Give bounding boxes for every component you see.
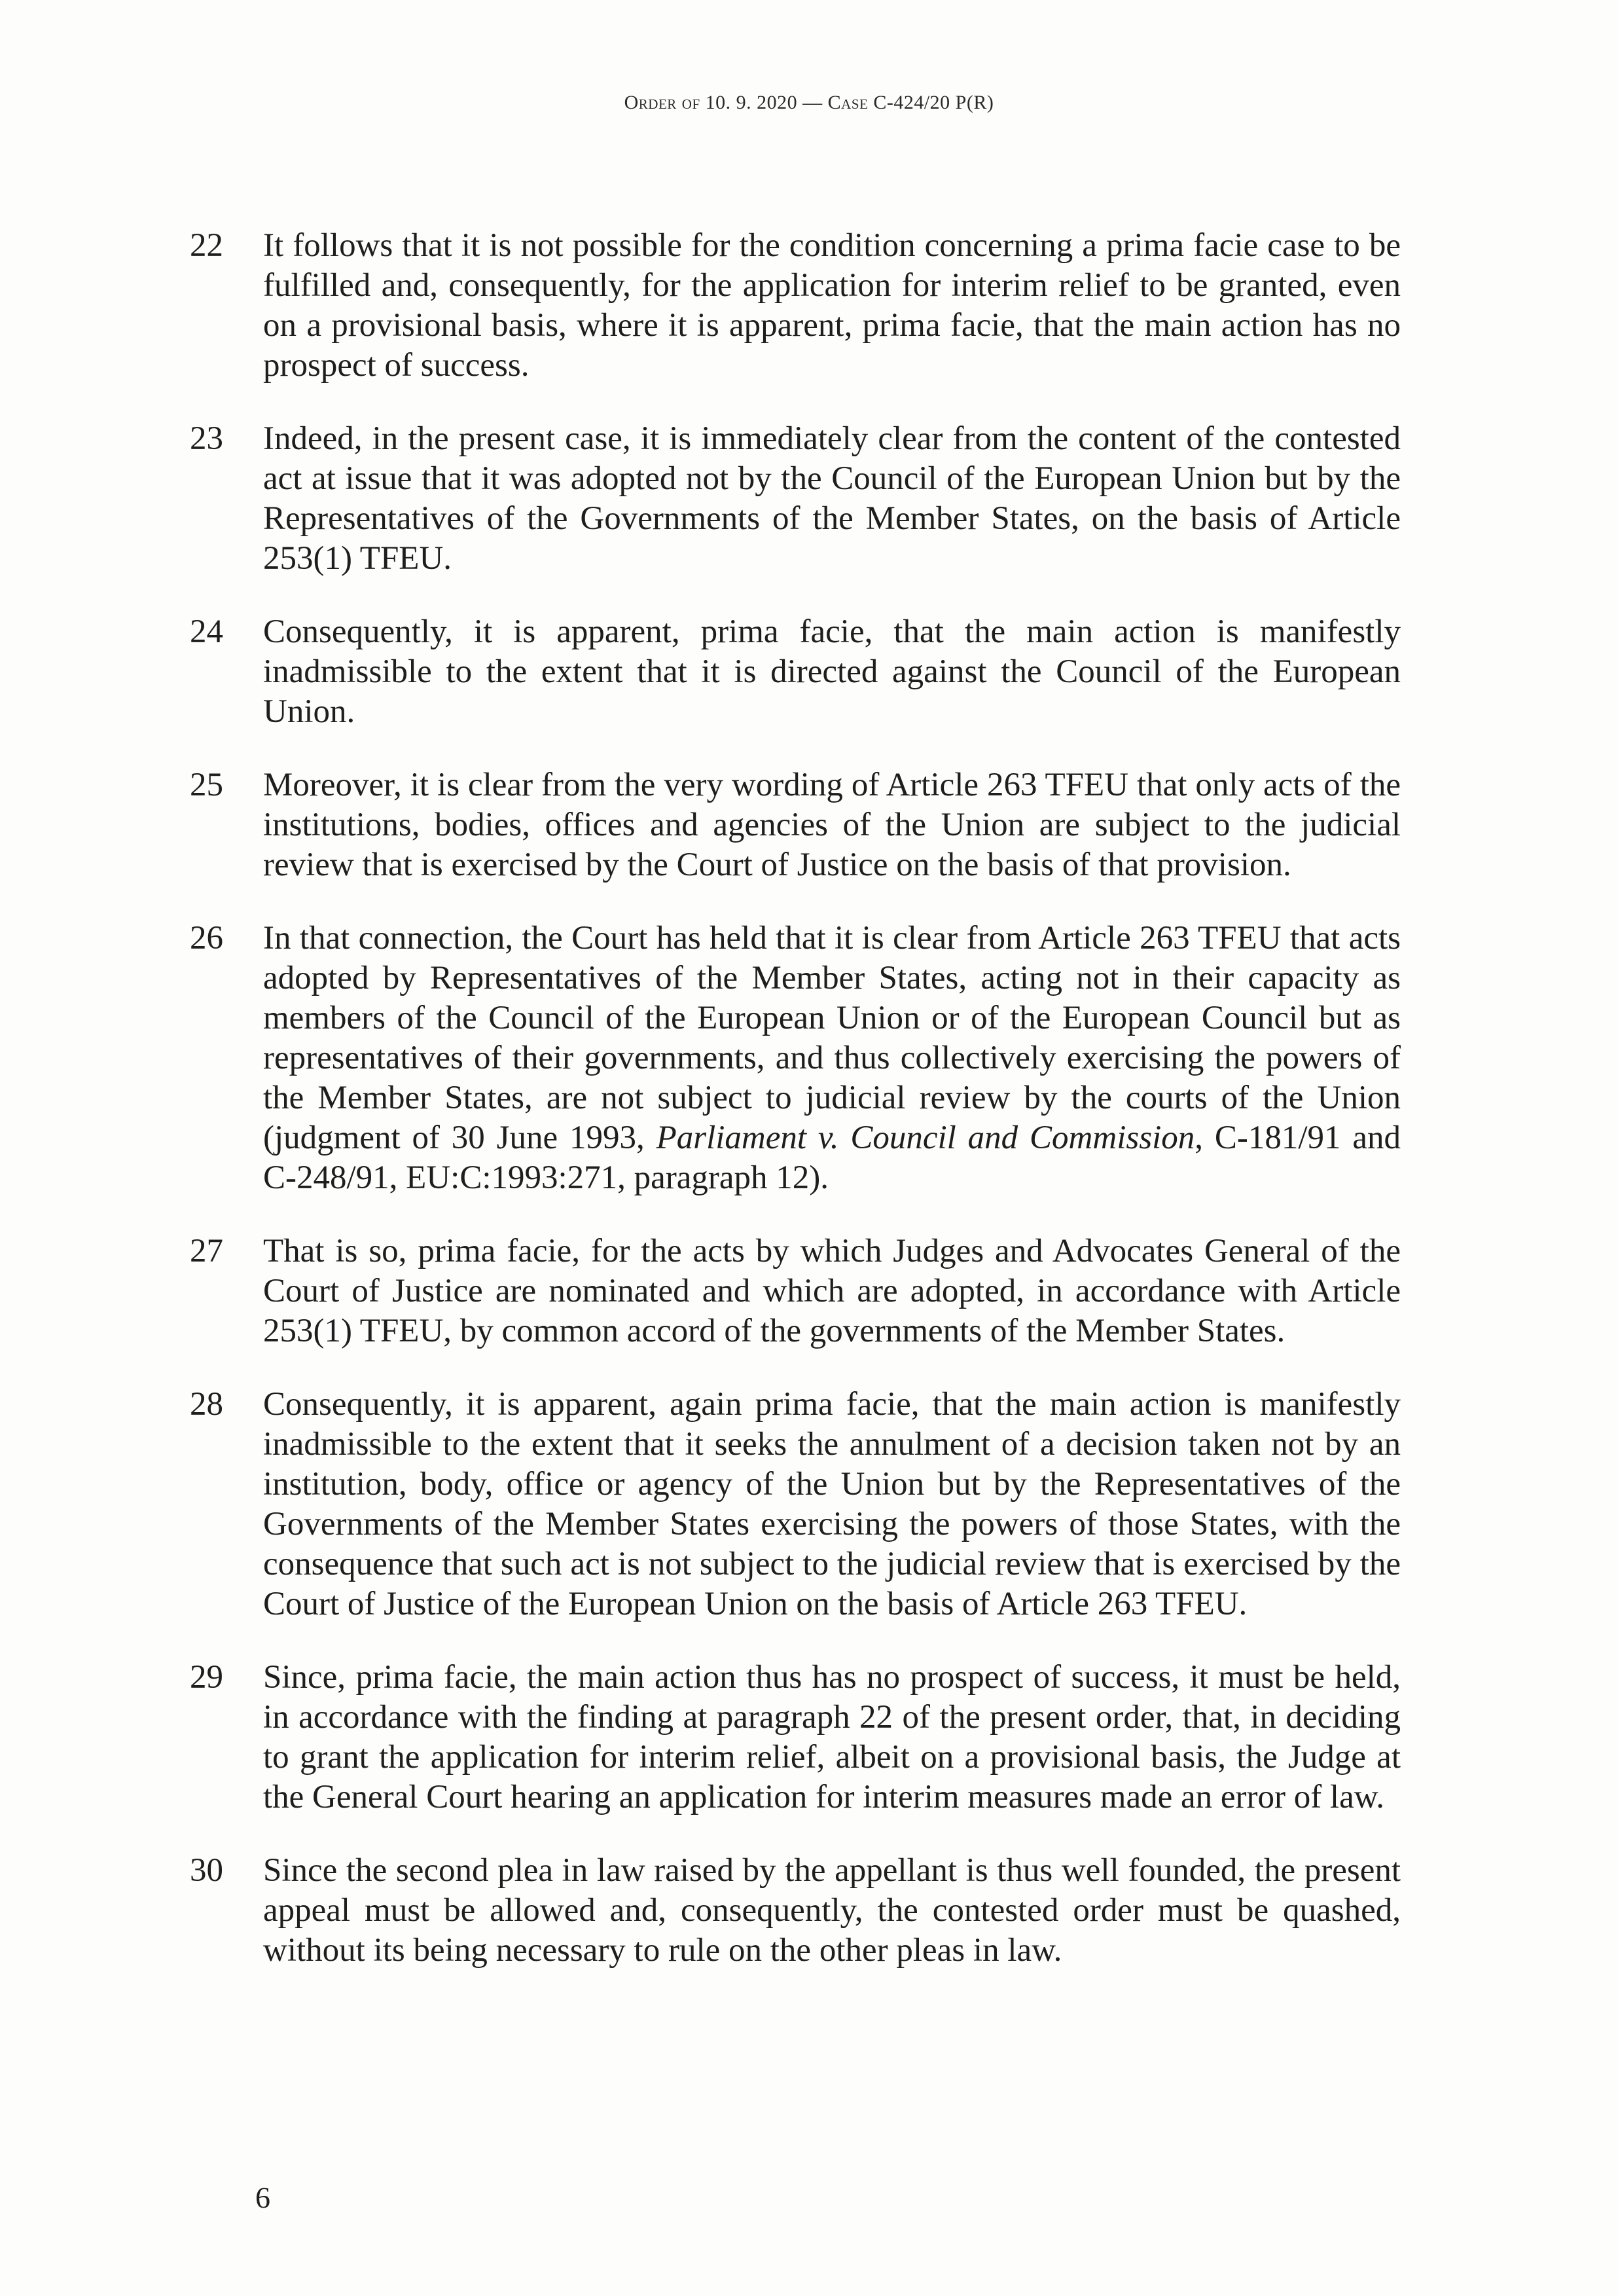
running-header (0, 92, 1618, 114)
paragraph-22 (190, 226, 1401, 386)
paragraph-number: 23 (190, 420, 223, 457)
header-case-word: Case (827, 92, 869, 113)
header-date: 10. 9. 2020 (705, 92, 798, 113)
paragraph-number: 26 (190, 920, 223, 957)
paragraph-text: Indeed, in the present case, it is immediately clear from the content of the contested act at issue that it was adopted not by the Council of the European Union but by the Representatives of the Governments of the Member States, on the basis of Article 253(1) TFEU. (263, 420, 1401, 577)
header-order-word: Order of (624, 92, 700, 113)
paragraph-text: Consequently, it is apparent, prima facie, that the main action is manifestly inadmissible to the extent that it is directed against the Council of the European Union. (263, 613, 1401, 730)
paragraph-24 (190, 612, 1401, 732)
paragraph-29 (190, 1658, 1401, 1817)
document-body (190, 226, 1401, 2004)
paragraph-text: Moreover, it is clear from the very wording of Article 263 TFEU that only acts of the institutions, bodies, offices and agencies of the Union are subject to the judicial review that is exercised by the Court of Justice on the basis of that provision. (263, 767, 1401, 883)
paragraph-text-part: , C-181/91 and C-248/91, EU:C:1993:271, paragraph 12). (263, 1120, 1401, 1196)
paragraph-number: 25 (190, 767, 223, 803)
page-number: 6 (255, 2181, 270, 2214)
paragraph-30 (190, 1851, 1401, 1971)
paragraph-text: It follows that it is not possible for the condition concerning a prima facie case to be fulfilled and, consequently, for the application for interim relief to be granted, even on a provisional basis, where it is apparent, prima facie, that the main action has no prospect of success. (263, 227, 1401, 384)
paragraph-text-part: In that connection, the Court has held that it is clear from Article 263 TFEU that acts adopted by Representatives of the Member States, acting not in their capacity as members of the Council of the European Union or of the European Council but as representatives of their governments, and thus collectively exercising the powers of the Member States, are not subject to judicial review by the courts of the Union (judgment of 30 June 1993, (263, 920, 1401, 1156)
paragraph-text (263, 919, 1401, 1198)
paragraph-23 (190, 419, 1401, 579)
paragraph-text: Since the second plea in law raised by the appellant is thus well founded, the present appeal must be allowed and, consequently, the contested order must be quashed, without its being necessary to rule on the other pleas in law. (263, 1852, 1401, 1969)
paragraph-number: 28 (190, 1386, 223, 1423)
paragraph-number: 29 (190, 1659, 223, 1696)
paragraph-number: 24 (190, 613, 223, 650)
paragraph-number: 27 (190, 1233, 223, 1269)
header-case-ref: C-424/20 P(R) (873, 92, 994, 113)
paragraph-25 (190, 765, 1401, 885)
paragraph-text: Since, prima facie, the main action thus has no prospect of success, it must be held, in accordance with the finding at paragraph 22 of the present order, that, in deciding to grant the application for interim relief, albeit on a provisional basis, the Judge at the General Court hearing an application for interim measures made an error of law. (263, 1659, 1401, 1815)
paragraph-number: 30 (190, 1852, 223, 1889)
paragraph-27 (190, 1231, 1401, 1351)
paragraph-text: That is so, prima facie, for the acts by which Judges and Advocates General of the Court of Justice are nominated and which are adopted, in accordance with Article 253(1) TFEU, by common accord of the governments of the Member States. (263, 1233, 1401, 1349)
paragraph-28 (190, 1385, 1401, 1624)
header-dash: — (802, 92, 823, 113)
paragraph-26 (190, 919, 1401, 1198)
paragraph-number: 22 (190, 227, 223, 264)
case-name-italic: Parliament v. Council and Commission (656, 1120, 1195, 1156)
paragraph-text: Consequently, it is apparent, again prima facie, that the main action is manifestly inadmissible to the extent that it seeks the annulment of a decision taken not by an institution, body, office or agency of the Union but by the Representatives of the Governments of the Member States exercising the powers of those States, with the consequence that such act is not subject to the judicial review that is exercised by the Court of Justice of the European Union on the basis of Article 263 TFEU. (263, 1386, 1401, 1622)
